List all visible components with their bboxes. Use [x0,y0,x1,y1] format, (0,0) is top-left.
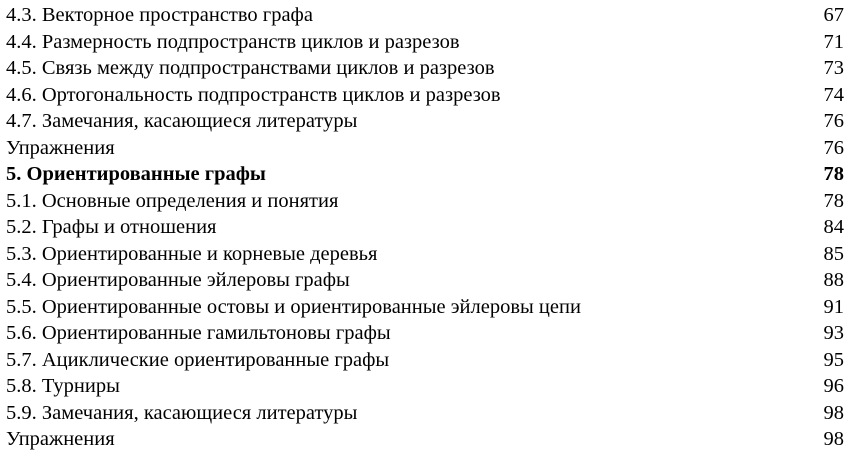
toc-entry-exercises-4 [6,135,844,162]
toc-entry-title: 4.3. Векторное пространство графа [6,4,313,26]
toc-entry-5-8 [6,373,844,400]
toc-entry-title: 5.7. Ациклические ориентированные графы [6,348,390,371]
toc-entry-page: 98 [823,401,844,424]
toc-entry-page: 84 [823,216,844,238]
toc-entry-title: 4.5. Связь между подпространствами циклов и разрезов [6,57,495,79]
toc-entry-exercises-5 [6,426,844,453]
toc-entry-page: 76 [823,136,844,159]
toc-entry-5-4 [6,267,844,294]
toc-entry-4-7 [6,108,844,135]
toc-entry-page: 73 [823,57,844,79]
toc-entry-5-5 [6,294,844,321]
toc-chapter-page: 78 [823,163,844,185]
toc-entry-page: 78 [823,189,844,212]
toc-entry-5-1 [6,188,844,215]
toc-entry-4-6 [6,82,844,109]
toc-entry-page: 85 [823,242,844,265]
toc-entry-title: 4.6. Ортогональность подпространств циклов и разрезов [6,83,501,106]
toc-entry-title: 4.4. Размерность подпространств циклов и разрезов [6,30,460,53]
toc-entry-title: 5.4. Ориентированные эйлеровы графы [6,269,350,291]
toc-chapter-title: 5. Ориентированные графы [6,163,266,185]
toc-entry-page: 76 [823,110,844,132]
toc-chapter-5 [6,161,844,188]
toc-entry-page: 96 [823,375,844,397]
toc-entry-4-3 [6,2,844,29]
toc-entry-title: 4.7. Замечания, касающиеся литературы [6,110,358,132]
toc-entry-page: 95 [823,348,844,371]
toc-entry-title: 5.3. Ориентированные и корневые деревья [6,242,378,265]
toc-entry-page: 93 [823,322,844,344]
toc-entry-page: 91 [823,295,844,318]
toc-entry-title: 5.2. Графы и отношения [6,216,217,238]
toc-entry-5-7 [6,347,844,374]
toc-entry-5-3 [6,241,844,268]
toc-entry-page: 71 [823,30,844,53]
toc-entry-5-2 [6,214,844,241]
toc-entry-page: 74 [823,83,844,106]
toc-entry-title: Упражнения [6,136,115,159]
toc-entry-title: 5.1. Основные определения и понятия [6,189,339,212]
table-of-contents [6,2,844,453]
toc-entry-title: 5.9. Замечания, касающиеся литературы [6,401,358,424]
toc-entry-title: Упражнения [6,428,115,450]
toc-entry-page: 98 [823,428,844,450]
toc-entry-title: 5.8. Турниры [6,375,120,397]
toc-entry-page: 67 [823,4,844,26]
toc-entry-5-6 [6,320,844,347]
toc-entry-title: 5.5. Ориентированные остовы и ориентированные эйлеровы цепи [6,295,581,318]
toc-entry-title: 5.6. Ориентированные гамильтоновы графы [6,322,391,344]
toc-entry-4-5 [6,55,844,82]
toc-entry-page: 88 [823,269,844,291]
toc-entry-4-4 [6,29,844,56]
toc-entry-5-9 [6,400,844,427]
